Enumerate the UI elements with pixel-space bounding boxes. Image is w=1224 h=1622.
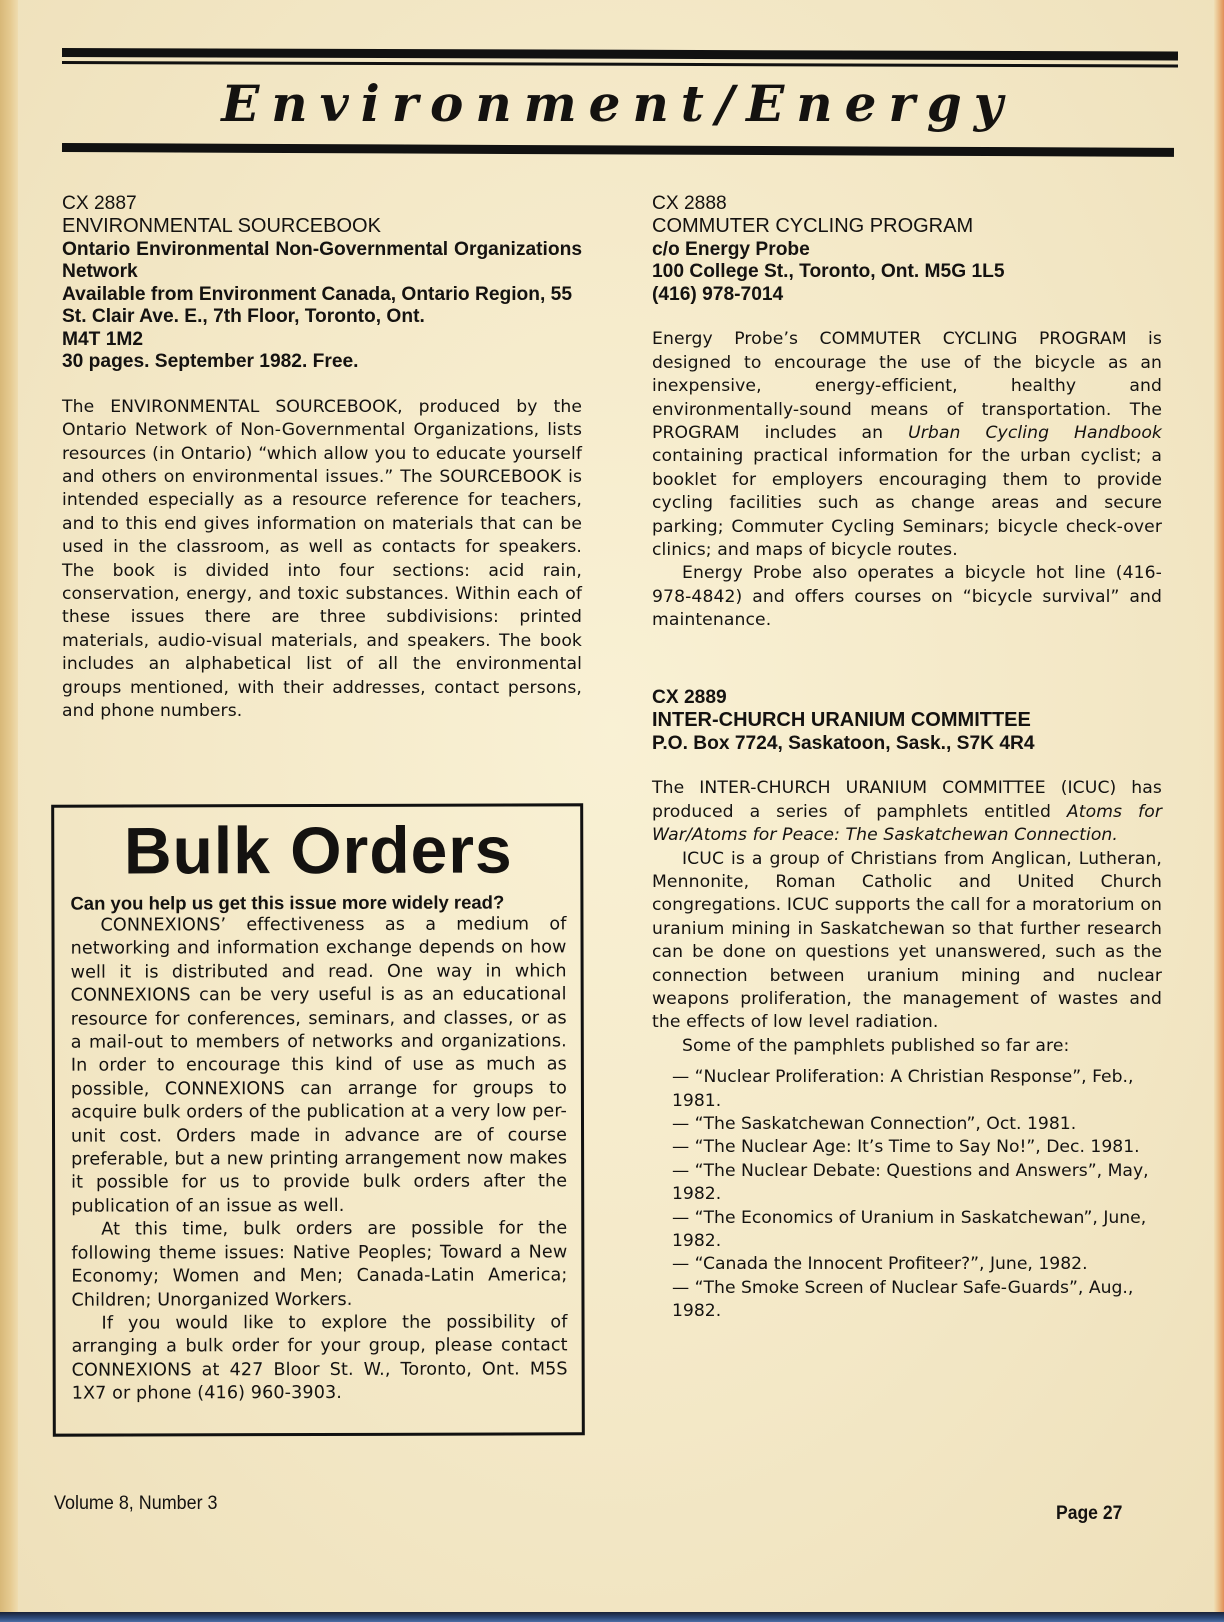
entry-text: The INTER-CHURCH URANIUM COMMITTEE (ICUC) has produced a series of pamphlets entitled bbox=[652, 778, 1162, 822]
pamphlet-list-intro: Some of the pamphlets published so far are: bbox=[682, 1035, 1070, 1056]
entry-cx2887 bbox=[62, 192, 582, 724]
pamphlet-item: — “The Smoke Screen of Nuclear Safe-Guards”, Aug., 1982. bbox=[672, 1277, 1134, 1322]
bulk-orders-question: Can you help us get this issue more widely read? bbox=[70, 891, 505, 914]
bulk-orders-paragraph: CONNEXIONS’ effectiveness as a medium of networking and information exchange depends on how well it is distributed and read. One way in which CONNEXIONS can be very useful is as an educational resource for conferences, seminars, and classes, or as a mail-out to members of networks and organizations. In order to encourage this kind of use as much as possible, CONNEXIONS can arrange for groups to acquire bulk orders of the publication at a very low per-unit cost. Orders made in advance are of course preferable, but a new printing arrangement now makes it possible for us to provide bulk orders after the publication of an issue as well. bbox=[70, 914, 568, 1217]
pamphlet-item: — “Canada the Innocent Profiteer?”, June, 1982. bbox=[672, 1254, 1088, 1275]
entry-code: CX 2887 bbox=[62, 193, 137, 214]
bulk-orders-paragraph: If you would like to explore the possibility of arranging a bulk order for your group, please contact CONNEXIONS at 427 Bloor St. W., Toronto, Ont. M5S 1X7 or phone (416) 960-3903. bbox=[71, 1312, 568, 1404]
entry-description bbox=[652, 328, 1162, 562]
entry-text: Energy Probe’s COMMUTER CYCLING PROGRAM is designed to encourage the use of the bicycle as an inexpensive, energy-efficient, healthy and environmentally-sound means of transportation. The PROGRAM includes an bbox=[652, 329, 1162, 443]
entry-description: The ENVIRONMENTAL SOURCEBOOK, produced by the Ontario Network of Non-Governmental Organizations, lists resources (in Ontario) “which allow you to educate yourself and others on environmental issues.” The SOURCEBOOK is intended especially as a resource reference for teachers, and to this end gives information on materials that can be used in the classroom, as well as contacts for speakers. The book is divided into four sections: acid rain, conservation, energy, and toxic substances. Within each of these issues there are three subdivisions: printed materials, audio-visual materials, and speakers. The book includes an alphabetical list of all the environmental groups mentioned, with their addresses, contact persons, and phone numbers. bbox=[62, 396, 582, 722]
header-rule-bottom bbox=[62, 143, 1174, 157]
entry-description bbox=[652, 777, 1162, 847]
pamphlet-item: — “The Saskatchewan Connection”, Oct. 1981. bbox=[672, 1114, 1077, 1134]
pamphlet-item: — “The Nuclear Debate: Questions and Answers”, May, 1982. bbox=[672, 1160, 1149, 1205]
entry-phone: (416) 978-7014 bbox=[652, 283, 784, 305]
entry-availability: Available from Environment Canada, Ontario Region, 55 St. Clair Ave. E., 7th Floor, Toronto, Ont. bbox=[62, 283, 572, 328]
entry-cx2889 bbox=[652, 686, 1162, 1324]
entry-description: Energy Probe also operates a bicycle hot line (416-978-4842) and offers courses on “bicycle survival” and maintenance. bbox=[652, 563, 1162, 631]
footer-page-number: Page 27 bbox=[1056, 1502, 1123, 1524]
pamphlet-item: — “The Nuclear Age: It’s Time to Say No!”, Dec. 1981. bbox=[672, 1137, 1140, 1158]
entry-title: ENVIRONMENTAL SOURCEBOOK bbox=[62, 215, 381, 238]
bulk-orders-title: Bulk Orders bbox=[123, 812, 513, 888]
entry-description: ICUC is a group of Christians from Anglican, Lutheran, Mennonite, Roman Catholic and United Church congregations. ICUC supports the call for a moratorium on uranium mining in Saskatchewan so that further research can be done on questions yet unanswered, such as the connection between uranium mining and nuclear weapons proliferation, the management of wastes and the effects of low level radiation. bbox=[652, 848, 1162, 1033]
entry-postal-code: M4T 1M2 bbox=[62, 328, 144, 350]
entry-address: 100 College St., Toronto, Ont. M5G 1L5 bbox=[652, 261, 1005, 283]
bulk-orders-paragraph: At this time, bulk orders are possible for the following theme issues: Native Peoples; Toward a New Economy; Women and Men; Canada-Latin America; Children; Unorganized Workers. bbox=[71, 1218, 568, 1311]
bulk-orders-box bbox=[51, 803, 585, 1436]
entry-details: 30 pages. September 1982. Free. bbox=[62, 351, 359, 373]
page-right-edge bbox=[1214, 0, 1224, 1622]
entry-code: CX 2888 bbox=[652, 193, 727, 214]
section-title: Environment/Energy bbox=[221, 74, 1015, 133]
pamphlet-series-title: Atoms for War/Atoms for Peace: The Saskatchewan Connection. bbox=[652, 801, 1162, 846]
page-binding-edge bbox=[0, 0, 18, 1622]
page-bottom-edge bbox=[0, 1612, 1224, 1622]
handbook-title: Urban Cycling Handbook bbox=[908, 422, 1162, 443]
entry-address: P.O. Box 7724, Saskatoon, Sask., S7K 4R4 bbox=[652, 732, 1035, 754]
pamphlet-list bbox=[672, 1066, 1162, 1323]
entry-title: COMMUTER CYCLING PROGRAM bbox=[652, 215, 974, 238]
pamphlet-item: — “The Economics of Uranium in Saskatchewan”, June, 1982. bbox=[672, 1207, 1147, 1252]
header-rule-thin bbox=[62, 61, 1178, 68]
entry-care-of: c/o Energy Probe bbox=[652, 238, 810, 260]
entry-publisher: Ontario Environmental Non-Governmental Organizations Network bbox=[62, 238, 582, 283]
pamphlet-item: — “Nuclear Proliferation: A Christian Response”, Feb., 1981. bbox=[672, 1067, 1134, 1111]
entry-cx2888 bbox=[652, 192, 1162, 633]
entry-title: INTER-CHURCH URANIUM COMMITTEE bbox=[652, 709, 1031, 732]
header-rule-thick bbox=[62, 48, 1178, 61]
entry-text: containing practical information for the urban cyclist; a booklet for employers encouraging them to provide cycling facilities such as change areas and secure parking; Commuter Cycling Seminars; bicycle check-over clinics; and maps of bicycle routes. bbox=[652, 446, 1162, 560]
footer-volume: Volume 8, Number 3 bbox=[54, 1492, 218, 1514]
entry-code: CX 2889 bbox=[652, 687, 727, 708]
